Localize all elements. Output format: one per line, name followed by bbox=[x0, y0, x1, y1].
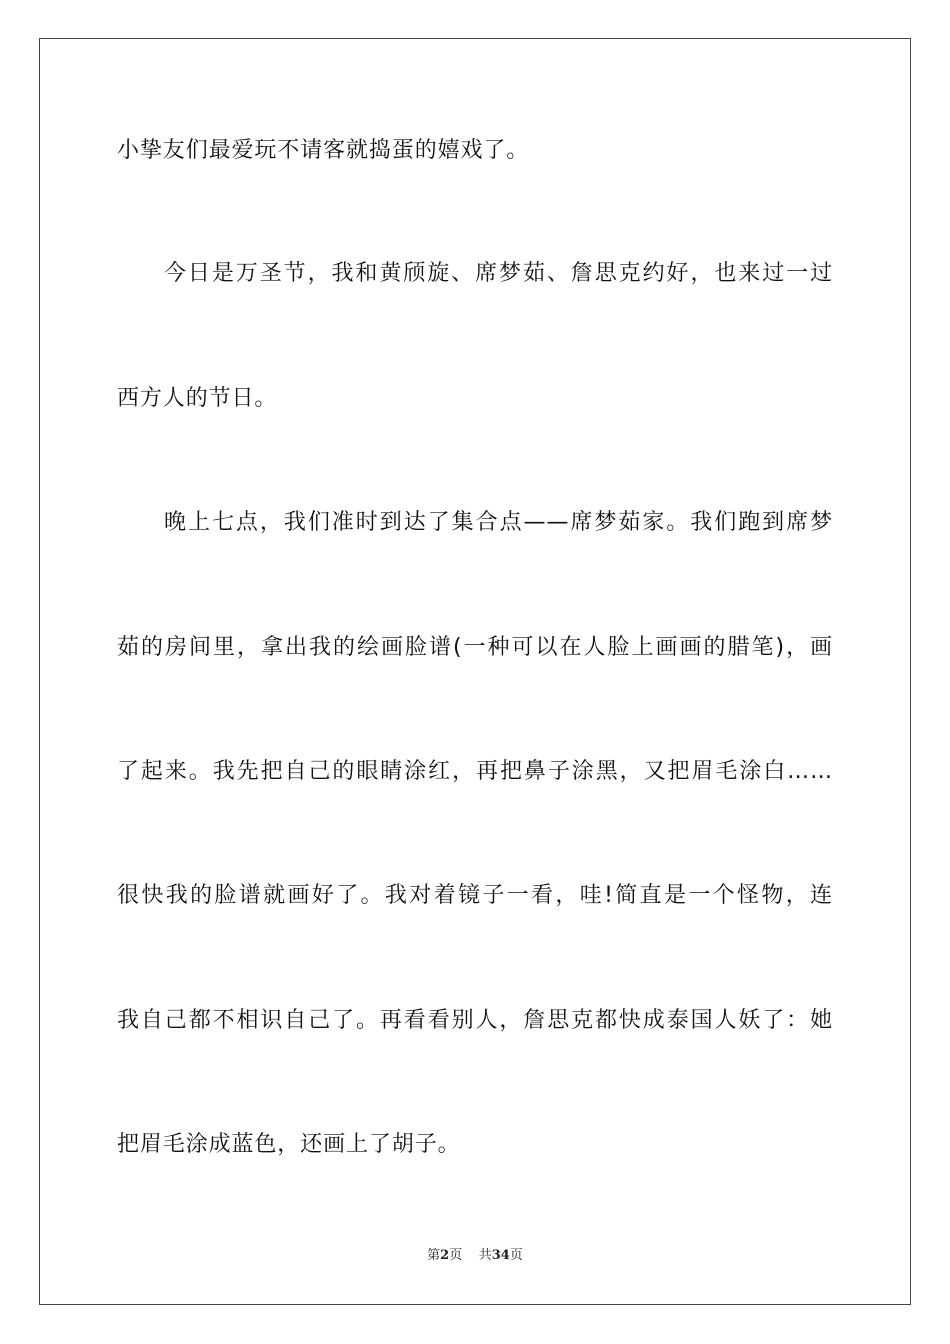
page-number: 2 bbox=[440, 1248, 450, 1263]
text-line-4: 晚上七点，我们准时到达了集合点——席梦茹家。我们跑到席梦 bbox=[164, 510, 833, 535]
text-line-1: 小挚友们最爱玩不请客就捣蛋的嬉戏了。 bbox=[117, 138, 530, 163]
page-prefix: 第 bbox=[427, 1248, 441, 1263]
page-footer bbox=[0, 1247, 950, 1265]
text-line-2: 今日是万圣节，我和黄颀旋、席梦茹、詹思克约好，也来过一过 bbox=[164, 261, 833, 286]
total-prefix: 共 bbox=[478, 1248, 492, 1263]
text-line-6: 了起来。我先把自己的眼睛涂红，再把鼻子涂黑，又把眉毛涂白…… bbox=[117, 759, 833, 784]
total-pages: 34 bbox=[491, 1248, 510, 1263]
text-line-9: 把眉毛涂成蓝色，还画上了胡子。 bbox=[117, 1132, 461, 1157]
text-line-3: 西方人的节日。 bbox=[117, 386, 278, 411]
text-line-5: 茹的房间里，拿出我的绘画脸谱(一种可以在人脸上画画的腊笔)，画 bbox=[117, 635, 833, 660]
page-suffix: 页 bbox=[449, 1248, 463, 1263]
total-suffix: 页 bbox=[509, 1248, 523, 1263]
page-frame bbox=[39, 38, 911, 1305]
text-line-8: 我自己都不相识自己了。再看看别人，詹思克都快成泰国人妖了：她 bbox=[117, 1008, 833, 1033]
text-line-7: 很快我的脸谱就画好了。我对着镜子一看，哇!简直是一个怪物，连 bbox=[117, 883, 833, 908]
